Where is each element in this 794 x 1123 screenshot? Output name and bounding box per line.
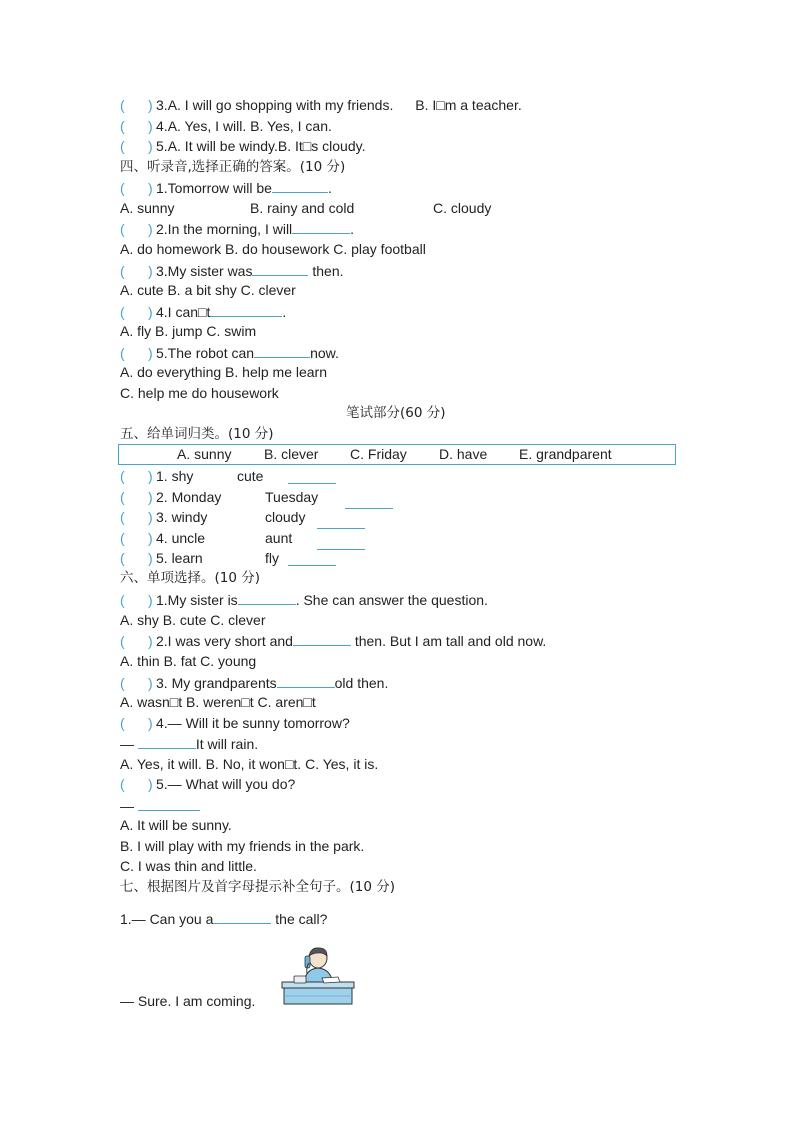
s4-question-4: ( ) 4.I can□t . [120, 301, 286, 321]
question-3-line: ( ) 3.A. I will go shopping with my friends. B. I□m a teacher. [120, 97, 522, 113]
blank[interactable] [277, 672, 335, 688]
question-5-line: ( ) 5.A. It will be windy.B. It□s cloudy. [120, 138, 366, 154]
blank[interactable] [293, 630, 351, 646]
s6-q4-options: A. Yes, it will. B. No, it won□t. C. Yes, it is. [120, 756, 379, 772]
s4-q1-options: A. sunny B. rainy and cold C. cloudy [120, 200, 492, 216]
word-bank-item: A. sunny [177, 446, 232, 462]
blank[interactable] [252, 260, 308, 276]
blank[interactable] [138, 733, 196, 749]
s7-q1-reply: — Sure. I am coming. [120, 993, 256, 1009]
man-on-phone-illustration [278, 944, 358, 1010]
s6-q5-answer: — [120, 795, 200, 815]
answer-bracket[interactable]: ( ) [120, 776, 153, 792]
answer-bracket[interactable]: ( ) [120, 509, 153, 525]
question-4-line: ( ) 4.A. Yes, I will. B. Yes, I can. [120, 118, 332, 134]
answer-bracket[interactable]: ( ) [120, 489, 153, 505]
blank[interactable] [317, 513, 365, 529]
word-bank-item: E. grandparent [519, 446, 612, 462]
s6-question-5: ( ) 5.— What will you do? [120, 776, 296, 792]
s4-q2-options: A. do homework B. do housework C. play football [120, 241, 426, 257]
blank[interactable] [238, 589, 296, 605]
s4-question-1: ( ) 1.Tomorrow will be . [120, 177, 332, 197]
word-bank-box [118, 444, 676, 465]
classify-row-2: ( ) 2. Monday Tuesday [120, 487, 420, 507]
blank[interactable] [210, 301, 282, 317]
s6-q5-option-b: B. I will play with my friends in the park. [120, 838, 365, 854]
blank[interactable] [213, 908, 271, 924]
s6-question-1: ( ) 1.My sister is . She can answer the question. [120, 589, 488, 609]
s6-question-4: ( ) 4.— Will it be sunny tomorrow? [120, 715, 350, 731]
s4-question-2: ( ) 2.In the morning, I will . [120, 218, 354, 238]
answer-bracket[interactable]: ( ) [120, 550, 153, 566]
answer-bracket[interactable]: ( ) [120, 592, 153, 608]
section-4-heading: 四、听录音,选择正确的答案。(10 分) [120, 159, 346, 175]
blank[interactable] [254, 342, 310, 358]
s6-question-2: ( ) 2.I was very short and then. But I am tall and old now. [120, 630, 546, 650]
s4-q5-options-1: A. do everything B. help me learn [120, 364, 328, 380]
section-5-heading: 五、给单词归类。(10 分) [120, 426, 274, 442]
answer-bracket[interactable]: ( ) [120, 263, 153, 279]
word-bank-item: B. clever [264, 446, 319, 462]
option-b: B. I□m a teacher. [415, 97, 522, 113]
answer-bracket[interactable]: ( ) [120, 118, 153, 134]
blank[interactable] [138, 795, 200, 811]
section-6-heading: 六、单项选择。(10 分) [120, 570, 261, 586]
s4-q3-options: A. cute B. a bit shy C. clever [120, 282, 296, 298]
s4-q5-options-2: C. help me do housework [120, 385, 279, 401]
blank[interactable] [272, 177, 328, 193]
answer-bracket[interactable]: ( ) [120, 97, 153, 113]
s4-question-3: ( ) 3.My sister was then. [120, 260, 344, 280]
answer-bracket[interactable]: ( ) [120, 468, 153, 484]
section-7-heading: 七、根据图片及首字母提示补全句子。(10 分) [120, 879, 396, 895]
answer-bracket[interactable]: ( ) [120, 715, 153, 731]
s6-q5-option-a: A. It will be sunny. [120, 817, 232, 833]
s6-q3-options: A. wasn□t B. weren□t C. aren□t [120, 694, 316, 710]
blank[interactable] [288, 468, 336, 484]
s7-question-1: 1.— Can you a the call? [120, 908, 327, 928]
s4-question-5: ( ) 5.The robot can now. [120, 342, 339, 362]
answer-bracket[interactable]: ( ) [120, 633, 153, 649]
answer-bracket[interactable]: ( ) [120, 530, 153, 546]
classify-row-5: ( ) 5. learn fly [120, 548, 420, 568]
blank[interactable] [288, 550, 336, 566]
word-bank-item: D. have [439, 446, 488, 462]
answer-bracket[interactable]: ( ) [120, 138, 153, 154]
classify-row-3: ( ) 3. windy cloudy [120, 507, 420, 527]
word-bank-item: C. Friday [350, 446, 407, 462]
s6-q4-answer: — It will rain. [120, 733, 258, 753]
answer-bracket[interactable]: ( ) [120, 180, 153, 196]
s6-question-3: ( ) 3. My grandparents old then. [120, 672, 388, 692]
answer-bracket[interactable]: ( ) [120, 345, 153, 361]
phone-call-picture [278, 944, 358, 1010]
answer-bracket[interactable]: ( ) [120, 221, 153, 237]
s4-q4-options: A. fly B. jump C. swim [120, 323, 257, 339]
answer-bracket[interactable]: ( ) [120, 304, 153, 320]
answer-bracket[interactable]: ( ) [120, 675, 153, 691]
s6-q5-option-c: C. I was thin and little. [120, 858, 257, 874]
written-part-title: 笔试部分(60 分) [346, 405, 446, 421]
blank[interactable] [292, 218, 350, 234]
s6-q1-options: A. shy B. cute C. clever [120, 612, 266, 628]
classify-row-1: ( ) 1. shy cute [120, 466, 420, 486]
classify-row-4: ( ) 4. uncle aunt [120, 528, 420, 548]
s6-q2-options: A. thin B. fat C. young [120, 653, 257, 669]
